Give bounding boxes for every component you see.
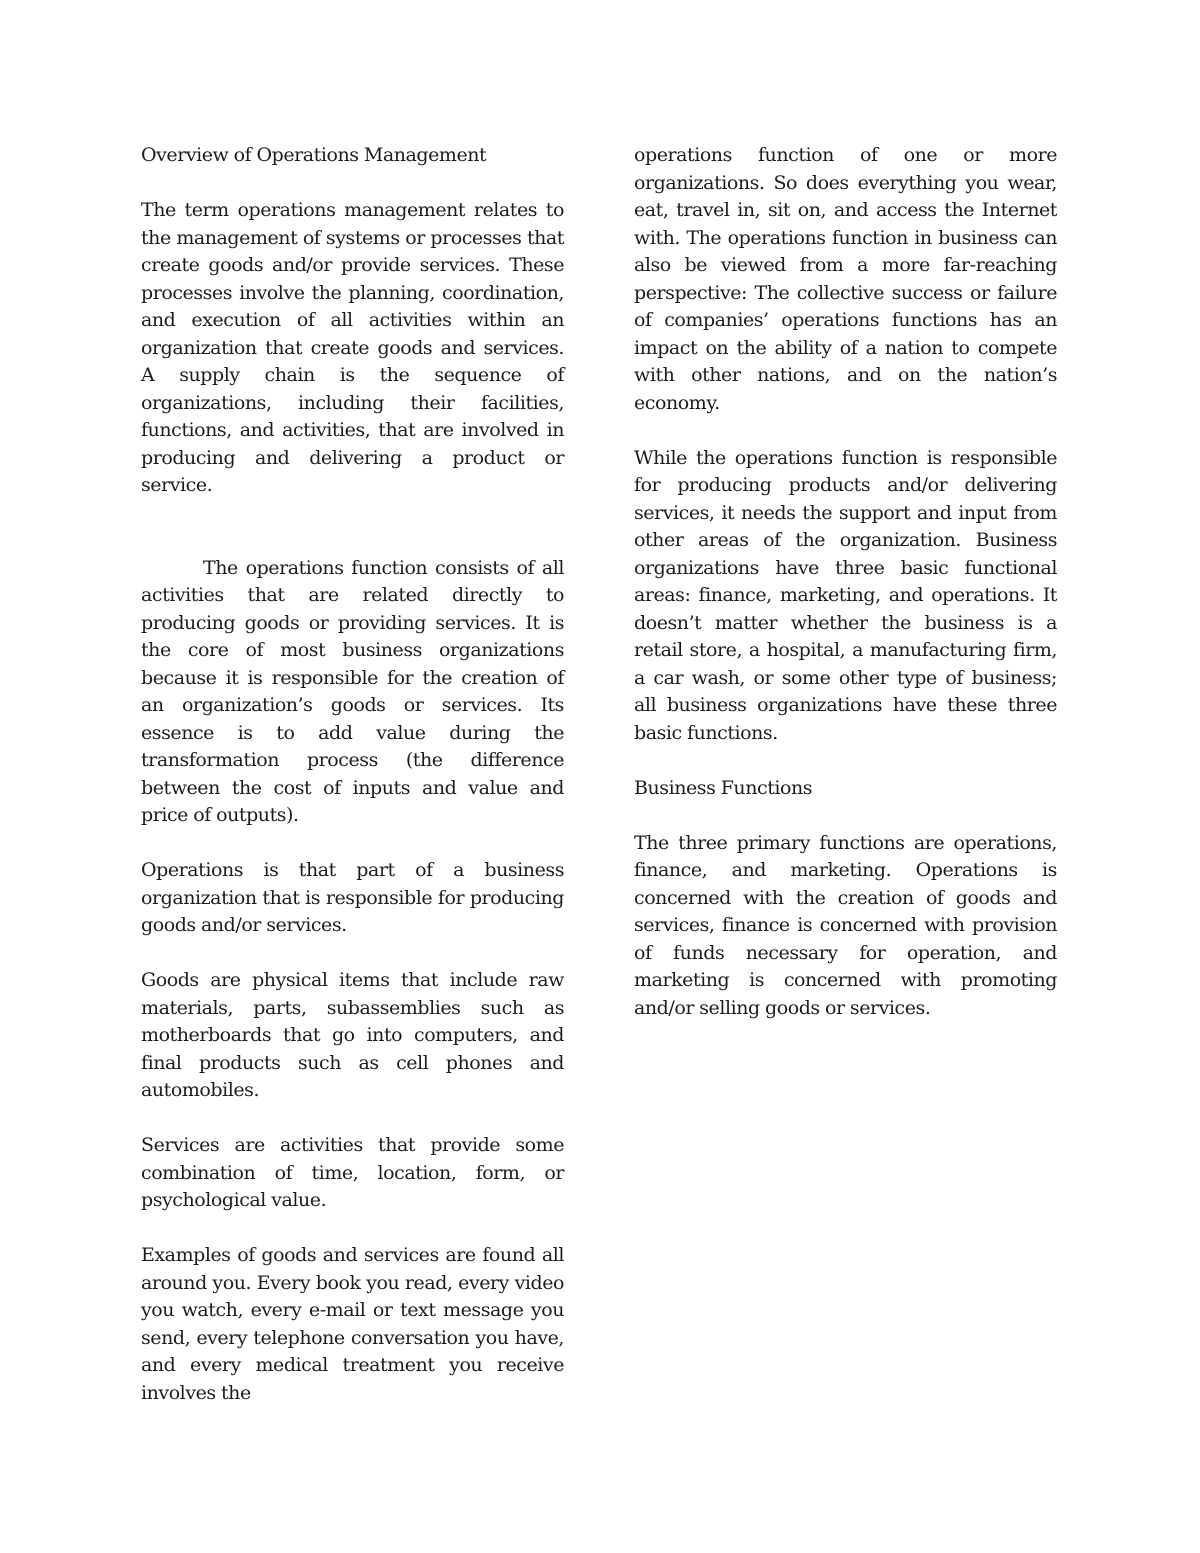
- paragraph-operations-definition: Operations is that part of a business organization that is responsible for producing goods and/or services.: [141, 859, 564, 936]
- right-column: [634, 142, 1057, 1050]
- left-column: [141, 142, 564, 1435]
- section-heading-business-functions: Business Functions: [634, 776, 813, 799]
- document-title: Overview of Operations Management: [141, 144, 487, 166]
- paragraph-primary-functions: The three primary functions are operations, finance, and marketing. Operations is concerned with the creation of goods and services, finance is concerned with provision of funds necessary for operation, and marketing is concerned with promoting and/or selling goods or services.: [634, 831, 1057, 1019]
- paragraph-services-definition: Services are activities that provide some combination of time, location, form, or psychological value.: [141, 1134, 564, 1211]
- paragraph-examples: Examples of goods and services are found all around you. Every book you read, every video you watch, every e-mail or text message you send, every telephone conversation you have, and every medical treatment you receive involves the: [141, 1244, 564, 1404]
- paragraph-operations-function: The operations function consists of all activities that are related directly to producing goods or providing services. It is the core of most business organizations because it is responsible for the creation of an organization’s goods or services. Its essence is to add value during the transformation process (the difference between the cost of inputs and value and price of outputs).: [141, 556, 564, 826]
- paragraph-examples-continued: operations function of one or more organizations. So does everything you wear, eat, travel in, sit on, and access the Internet with. The operations function in business can also be viewed from a more far-reaching perspective: The collective success or failure of companies’ operations functions has an impact on the ability of a nation to compete with other nations, and on the nation’s economy.: [634, 144, 1057, 414]
- paragraph-support-from-other-areas: While the operations function is responsible for producing products and/or delivering services, it needs the support and input from other areas of the organization. Business organizations have three basic functional areas: finance, marketing, and operations. It doesn’t matter whether the business is a retail store, a hospital, a manufacturing firm, a car wash, or some other type of business; all business organizations have these three basic functions.: [634, 446, 1057, 744]
- paragraph-goods-definition: Goods are physical items that include raw materials, parts, subassemblies such as motherboards that go into computers, and final products such as cell phones and automobiles.: [141, 969, 564, 1101]
- paragraph-operations-management-definition: The term operations management relates to the management of systems or processes that create goods and/or provide services. These processes involve the planning, coordination, and execution of all activities within an organization that create goods and services. A supply chain is the sequence of organizations, including their facilities, functions, and activities, that are involved in producing and delivering a product or service.: [141, 199, 564, 496]
